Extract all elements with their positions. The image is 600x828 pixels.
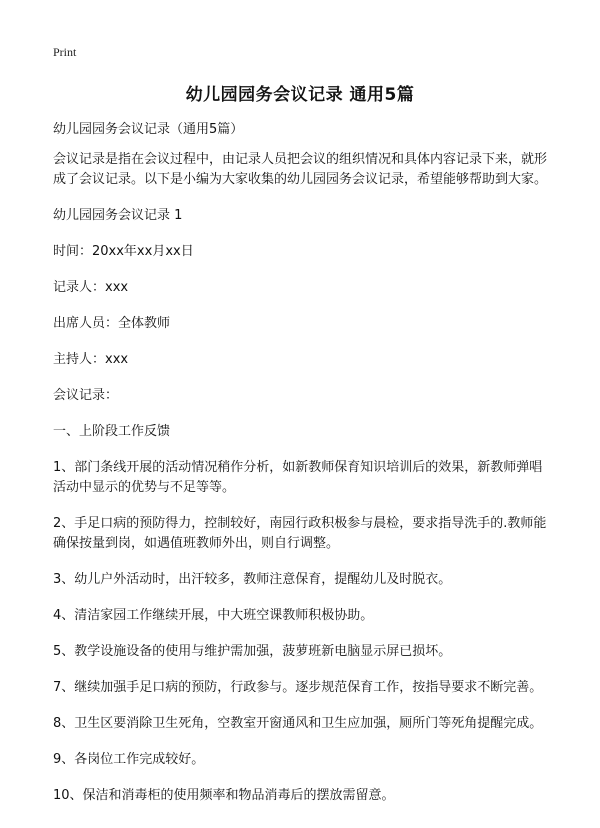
part-heading: 一、上阶段工作反馈: [53, 424, 171, 439]
list-item: 10、保洁和消毒柜的使用频率和物品消毒后的摆放需留意。: [53, 788, 395, 803]
list-item: 2、手足口病的预防得力，控制较好，南园行政积极参与晨检，要求指导洗手的.教师能确保按量到岗，如遇值班教师外出，则自行调整。: [53, 516, 547, 551]
list-item: 9、各岗位工作完成较好。: [53, 752, 205, 767]
meeting-time: 时间：20xx年xx月xx日: [53, 244, 194, 259]
list-item: 3、幼儿户外活动时，出汗较多，教师注意保育，提醒幼儿及时脱衣。: [53, 572, 452, 587]
section-title: 幼儿园园务会议记录 1: [53, 208, 183, 223]
list-item: 8、卫生区要消除卫生死角，空教室开窗通风和卫生应加强，厕所门等死角提醒完成。: [53, 716, 543, 731]
list-item: 1、部门条线开展的活动情况稍作分析，如新教师保育知识培训后的效果，新教师弹唱活动中显示的优势与不足等等。: [53, 460, 543, 495]
meeting-recorder: 记录人：xxx: [53, 280, 129, 295]
intro-paragraph: 会议记录是指在会议过程中，由记录人员把会议的组织情况和具体内容记录下来，就形成了会议记录。以下是小编为大家收集的幼儿园园务会议记录，希望能够帮助到大家。: [53, 152, 548, 187]
list-item: 5、教学设施设备的使用与维护需加强，菠萝班新电脑显示屏已损坏。: [53, 644, 452, 659]
meeting-host: 主持人：xxx: [53, 352, 129, 367]
minutes-label: 会议记录：: [53, 388, 119, 403]
document-body: [53, 120, 553, 806]
list-item: 7、继续加强手足口病的预防，行政参与。逐步规范保育工作，按指导要求不断完善。: [53, 680, 543, 695]
document-title: 幼儿园园务会议记录 通用5篇: [185, 85, 415, 105]
document-subtitle: 幼儿园园务会议记录（通用5篇）: [53, 122, 244, 137]
list-item: 4、清洁家园工作继续开展，中大班空课教师积极协助。: [53, 608, 374, 623]
print-label[interactable]: Print: [53, 45, 77, 59]
meeting-attendees: 出席人员：全体教师: [53, 316, 171, 331]
